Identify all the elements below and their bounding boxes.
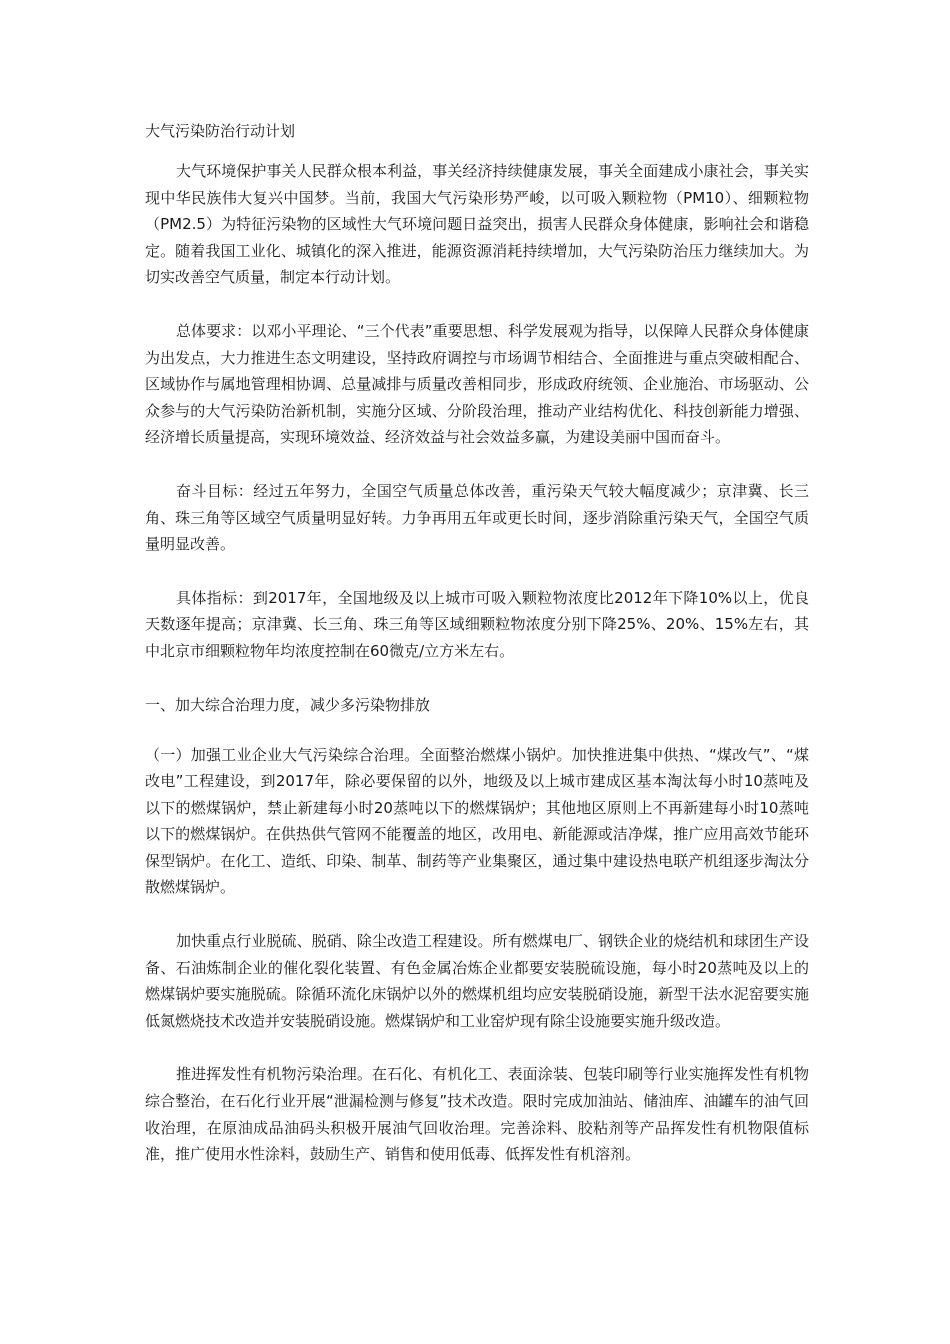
voc-paragraph: 推进挥发性有机物污染治理。在石化、有机化工、表面涂装、包装印刷等行业实施挥发性有机物综合整治，在石化行业开展“泄漏检测与修复”技术改造。限时完成加油站、储油库、油罐车的油气回收治理，在原油成品油码头积极开展油气回收治理。完善涂料、胶粘剂等产品挥发性有机物限值标准，推广使用水性涂料，鼓励生产、销售和使用低毒、低挥发性有机溶剂。	[145, 1065, 809, 1164]
section-heading: 一、加大综合治理力度，减少多污染物排放	[145, 695, 431, 714]
section-item-paragraph: （一）加强工业企业大气污染综合治理。全面整治燃煤小锅炉。加快推进集中供热、“煤改气”、“煤改电”工程建设，到2017年，除必要保留的以外，地级及以上城市建成区基本淘汰每小时10蒸吨及以下的燃煤锅炉，禁止新建每小时20蒸吨以下的燃煤锅炉；其他地区原则上不再新建每小时10蒸吨以下的燃煤锅炉。在供热供气管网不能覆盖的地区，改用电、新能源或洁净煤，推广应用高效节能环保型锅炉。在化工、造纸、印染、制革、制药等产业集聚区，通过集中建设热电联产机组逐步淘汰分散燃煤锅炉。	[145, 745, 809, 897]
document-title: 大气污染防治行动计划	[145, 122, 296, 140]
desulfurization-paragraph: 加快重点行业脱硫、脱硝、除尘改造工程建设。所有燃煤电厂、钢铁企业的烧结机和球团生产设备、石油炼制企业的催化裂化装置、有色金属冶炼企业都要安装脱硫设施，每小时20蒸吨及以上的燃煤锅炉要实施脱硫。除循环流化床锅炉以外的燃煤机组均应安装脱硝设施，新型干法水泥窑要实施低氮燃烧技术改造并安装脱硝设施。燃煤锅炉和工业窑炉现有除尘设施要实施升级改造。	[145, 932, 809, 1030]
goals-paragraph: 奋斗目标：经过五年努力，全国空气质量总体改善，重污染天气较大幅度减少；京津冀、长三角、珠三角等区域空气质量明显好转。力争再用五年或更长时间，逐步消除重污染天气，全国空气质量明显改善。	[145, 481, 809, 554]
indicators-paragraph: 具体指标：到2017年，全国地级及以上城市可吸入颗粒物浓度比2012年下降10%以上，优良天数逐年提高；京津冀、长三角、珠三角等区域细颗粒物浓度分别下降25%、20%、15%左右，其中北京市细颗粒物年均浓度控制在60微克/立方米左右。	[145, 588, 809, 660]
document-page	[145, 118, 809, 1195]
intro-paragraph: 大气环境保护事关人民群众根本利益，事关经济持续健康发展，事关全面建成小康社会，事关实现中华民族伟大复兴中国梦。当前，我国大气污染形势严峻，以可吸入颗粒物（PM10）、细颗粒物（PM2.5）为特征污染物的区域性大气环境问题日益突出，损害人民群众身体健康，影响社会和谐稳定。随着我国工业化、城镇化的深入推进，能源资源消耗持续增加，大气污染防治压力继续加大。为切实改善空气质量，制定本行动计划。	[145, 162, 809, 287]
general-requirements-paragraph: 总体要求：以邓小平理论、“三个代表”重要思想、科学发展观为指导，以保障人民群众身体健康为出发点，大力推进生态文明建设，坚持政府调控与市场调节相结合、全面推进与重点突破相配合、区域协作与属地管理相协调、总量减排与质量改善相同步，形成政府统领、企业施治、市场驱动、公众参与的大气污染防治新机制，实施分区域、分阶段治理，推动产业结构优化、科技创新能力增强、经济增长质量提高，实现环境效益、经济效益与社会效益多赢，为建设美丽中国而奋斗。	[145, 321, 809, 447]
